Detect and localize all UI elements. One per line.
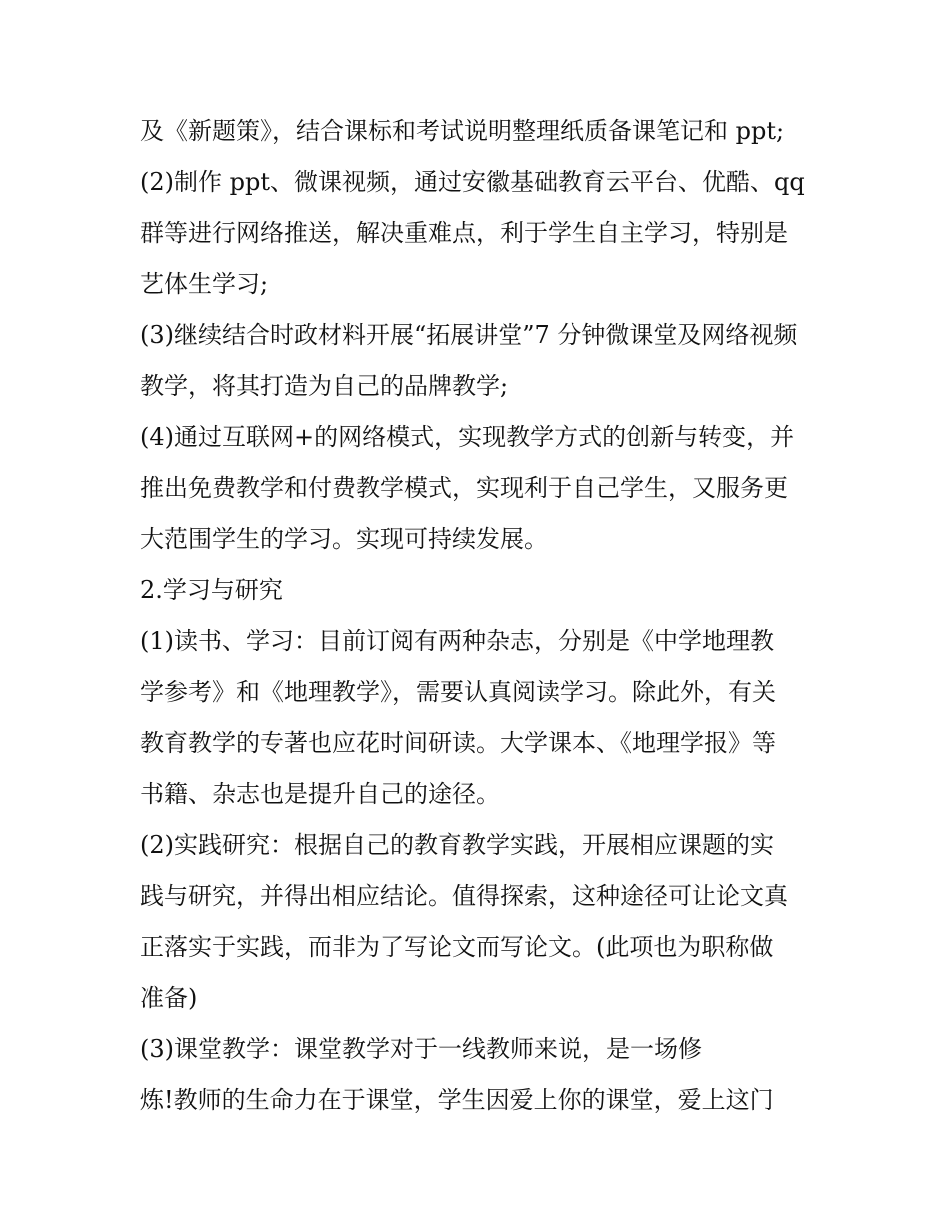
section-heading: 2.学习与研究 xyxy=(140,576,283,604)
text-line: 学参考》和《地理教学》，需要认真阅读学习。除此外，有关 xyxy=(140,678,776,706)
text-line: 教学，将其打造为自己的品牌教学; xyxy=(140,372,509,400)
text-line: 践与研究，并得出相应结论。值得探索，这种途径可让论文真 xyxy=(140,882,788,910)
text-line: 炼!教师的生命力在于课堂，学生因爱上你的课堂，爱上这门 xyxy=(140,1086,774,1114)
text-line: 正落实于实践，而非为了写论文而写论文。(此项也为职称做 xyxy=(140,933,774,961)
text-line: (3)课堂教学：课堂教学对于一线教师来说，是一场修 xyxy=(140,1035,702,1063)
text-line: (3)继续结合时政材料开展“拓展讲堂”7 分钟微课堂及网络视频 xyxy=(140,321,798,349)
text-line: 书籍、杂志也是提升自己的途径。 xyxy=(140,780,500,808)
text-line: 推出免费教学和付费教学模式，实现利于自己学生，又服务更 xyxy=(140,474,788,502)
text-line: (2)制作 ppt、微课视频，通过安徽基础教育云平台、优酷、qq xyxy=(140,168,805,196)
text-line: (2)实践研究：根据自己的教育教学实践，开展相应课题的实 xyxy=(140,831,774,859)
text-line: 教育教学的专著也应花时间研读。大学课本、《地理学报》等 xyxy=(140,729,776,757)
text-line: 群等进行网络推送，解决重难点，利于学生自主学习，特别是 xyxy=(140,219,788,247)
text-line: (4)通过互联网+的网络模式，实现教学方式的创新与转变，并 xyxy=(140,423,795,451)
text-line: 大范围学生的学习。实现可持续发展。 xyxy=(140,525,548,553)
text-line: 艺体生学习; xyxy=(140,270,269,298)
document-body xyxy=(140,106,820,1126)
text-line: (1)读书、学习：目前订阅有两种杂志，分别是《中学地理教 xyxy=(140,627,774,655)
text-line: 及《新题策》，结合课标和考试说明整理纸质备课笔记和 ppt; xyxy=(140,117,785,145)
text-line: 准备) xyxy=(140,984,198,1012)
